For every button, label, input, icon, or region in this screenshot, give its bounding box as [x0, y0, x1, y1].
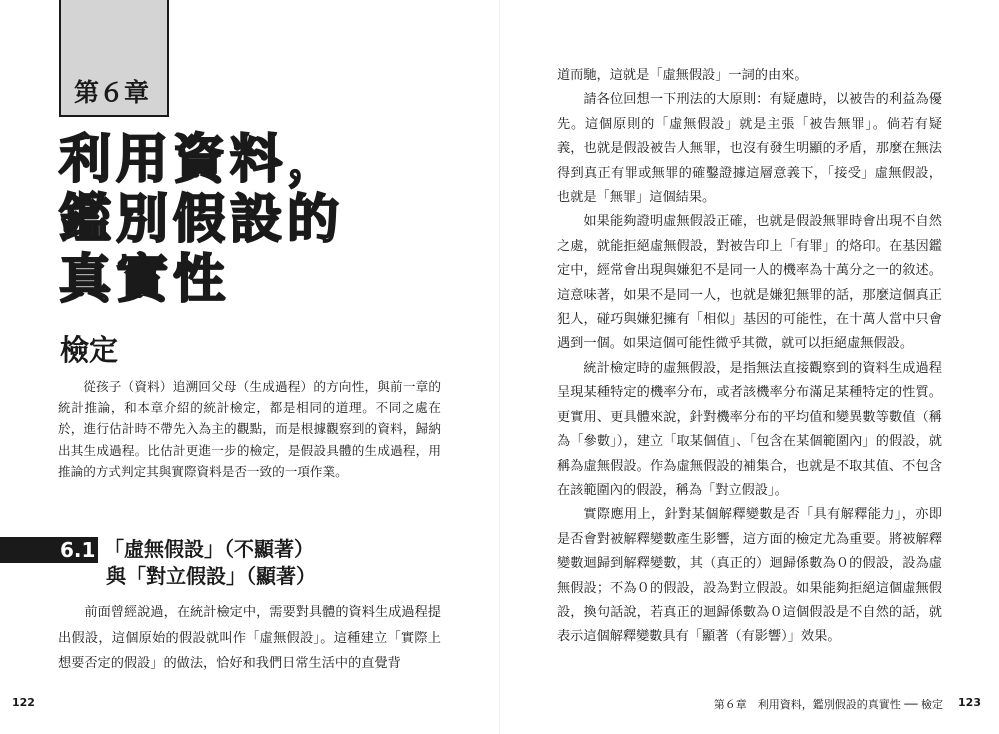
page-number-left: 122	[12, 696, 35, 709]
intro-paragraph: 從孩子（資料）追溯回父母（生成過程）的方向性，與前一章的統計推論，和本章介紹的統計檢定，都是相同的道理。不同之處在於，進行估計時不帶先入為主的觀點，而是根據觀察到的資料，歸納出其生成過程。比估計更進一步的檢定，是假設具體的生成過程，用推論的方式判定其與實際資料是否一致的一項作業。	[58, 379, 441, 479]
chapter-title-line: 鑑別假設的	[59, 190, 345, 250]
running-head: 第６章 利用資料，鑑別假設的真實性 ── 檢定	[713, 698, 943, 711]
subsection-title-line: 「虛無假設」（不顯著）	[104, 537, 314, 561]
subsection-title	[104, 536, 316, 590]
body-paragraph: 前面曾經說過，在統計檢定中，需要對具體的資料生成過程提出假設，這個原始的假設就叫作「虛無假設」。這種建立「實際上想要否定的假設」的做法，恰好和我們日常生活中的直覺背	[58, 605, 441, 671]
intro-block	[58, 376, 441, 482]
page-number-right: 123	[958, 696, 981, 709]
chapter-label: 第６章	[74, 78, 150, 107]
chapter-title-line: 真實性	[59, 250, 231, 310]
subsection-title-line: 與「對立假設」（顯著）	[106, 564, 316, 588]
chapter-title-line: 利用資料，	[59, 130, 345, 190]
body-paragraph: 道而馳，這就是「虛無假設」一詞的由來。	[557, 68, 808, 83]
body-paragraph: 請各位回想一下刑法的大原則：有疑慮時，以被告的利益為優先。這個原則的「虛無假設」就是主張「被告無罪」。倘若有疑義，也就是假設被告人無罪，也沒有發生明顯的矛盾，那麼在無法得到真正有罪或無罪的確鑿證據這層意義下，「接受」虛無假設，也就是「無罪」這個結果。	[557, 92, 942, 206]
body-paragraph: 實際應用上，針對某個解釋變數是否「具有解釋能力」，亦即是否會對被解釋變數產生影響，這方面的檢定尤為重要。將被解釋變數迴歸到解釋變數，其（真正的）迴歸係數為０的假設，設為虛無假設；不為０的假設，設為對立假設。如果能夠拒絕這個虛無假設，換句話說，若真正的迴歸係數為０這個假設是不自然的話，就表示這個解釋變數具有「顯著（有影響）」效果。	[557, 507, 942, 645]
body-paragraph: 統計檢定時的虛無假設，是指無法直接觀察到的資料生成過程呈現某種特定的機率分布，或者該機率分布滿足某種特定的性質。更實用、更具體來說，針對機率分布的平均值和變異數等數值（稱為「參數」），建立「取某個值」、「包含在某個範圍內」的假設，就稱為虛無假設。作為虛無假設的補集合，也就是不取其值、不包含在該範圍內的假設，稱為「對立假設」。	[557, 360, 942, 498]
book-gutter	[499, 0, 500, 734]
right-body-text	[557, 64, 942, 650]
body-paragraph: 如果能夠證明虛無假設正確，也就是假設無罪時會出現不自然之處，就能拒絕虛無假設，對被告印上「有罪」的烙印。在基因鑑定中，經常會出現與嫌犯不是同一人的機率為十萬分之一的敘述。這意味著，如果不是同一人，也就是嫌犯無罪的話，那麼這個真正犯人，碰巧與嫌犯擁有「相似」基因的可能性，在十萬人當中只會遇到一個。如果這個可能性微乎其微，就可以拒絕虛無假設。	[557, 214, 942, 352]
section-heading: 檢定	[60, 333, 119, 367]
subsection-number: 6.1	[60, 538, 96, 562]
chapter-title	[59, 130, 344, 310]
left-body-text	[58, 600, 441, 677]
